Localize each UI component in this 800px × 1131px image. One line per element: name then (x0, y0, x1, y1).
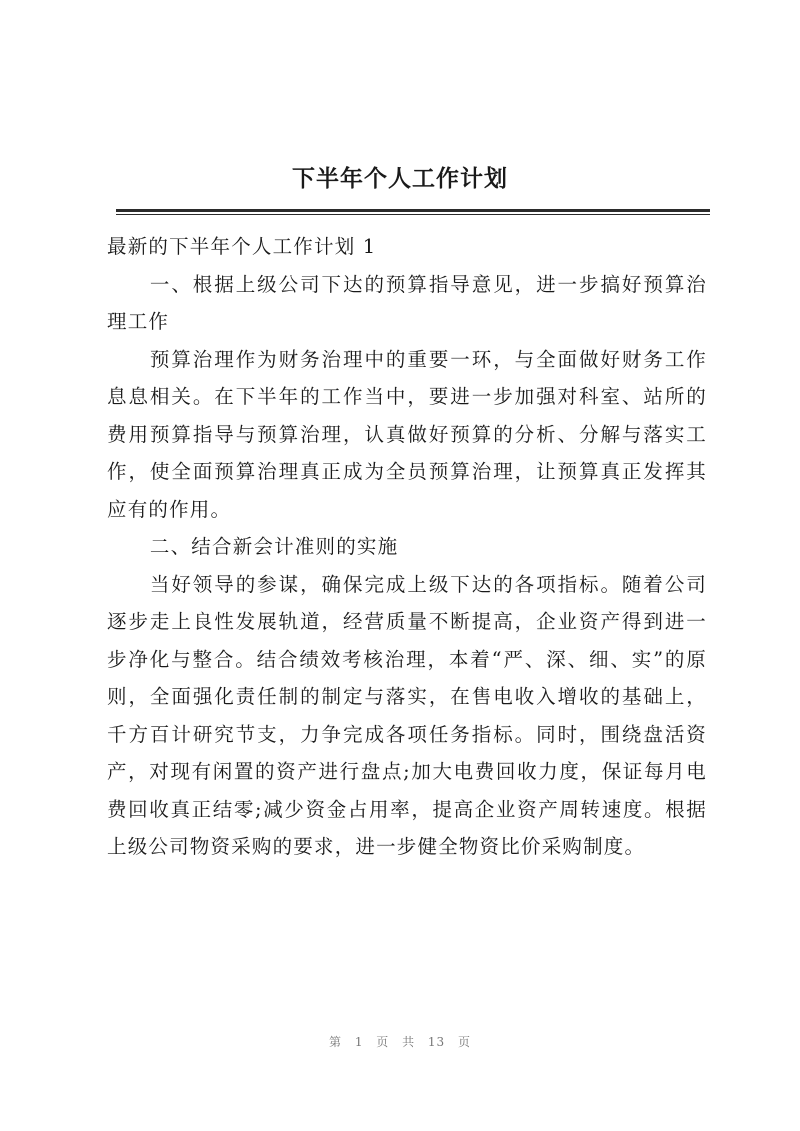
title-divider (116, 209, 710, 212)
section-heading-1: 一、根据上级公司下达的预算指导意见，进一步搞好预算治理工作 (107, 272, 707, 333)
page-footer: 第 1 页 共 13 页 (329, 1035, 471, 1049)
document-subtitle: 最新的下半年个人工作计划 1 (107, 235, 377, 258)
body-paragraph-2: 当好领导的参谋，确保完成上级下达的各项指标。随着公司逐步走上良性发展轨道，经营质量不断提高，企业资产得到进一步净化与整合。结合绩效考核治理，本着“严、深、细、实”的原则，全面强化责任制的制定与落实，在售电收入增收的基础上，千方百计研究节支，力争完成各项任务指标。同时，围绕盘活资产，对现有闲置的资产进行盘点;加大电费回收力度，保证每月电费回收真正结零;减少资金占用率，提高企业资产周转速度。根据上级公司物资采购的要求，进一步健全物资比价采购制度。 (107, 572, 707, 858)
body-paragraph-1: 预算治理作为财务治理中的重要一环，与全面做好财务工作息息相关。在下半年的工作当中，要进一步加强对科室、站所的费用预算指导与预算治理，认真做好预算的分析、分解与落实工作，使全面预算治理真正成为全员预算治理，让预算真正发挥其应有的作用。 (107, 347, 707, 521)
title-divider-thin (116, 214, 710, 215)
document-body (107, 228, 707, 866)
section-heading-2: 二、结合新会计准则的实施 (149, 535, 399, 558)
page-title: 下半年个人工作计划 (292, 165, 508, 192)
